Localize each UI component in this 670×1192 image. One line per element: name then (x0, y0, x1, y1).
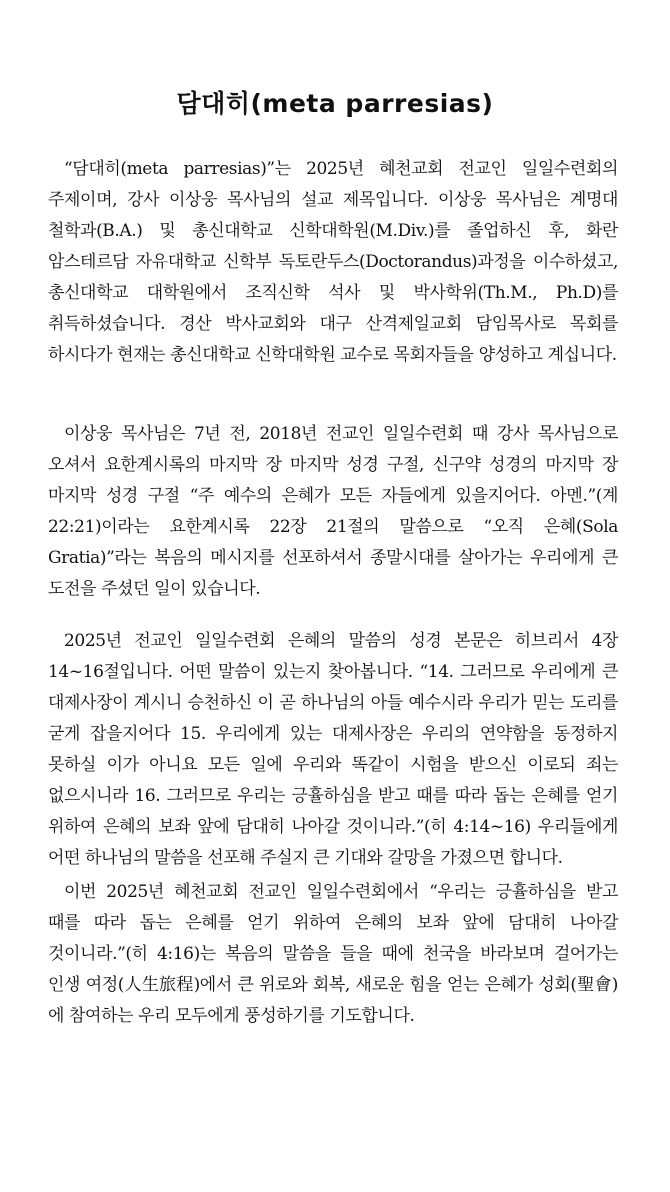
paragraph-text: “담대히(meta parresias)”는 2025년 혜천교회 전교인 일일수련회의 주제이며, 강사 이상웅 목사님의 설교 제목입니다. 이상웅 목사님은 계명대 철학과(B.A.) 및 총신대학교 신학대학원(M.Div.)를 졸업하신 후, 화란 암스테르담 자유대학교 신학부 독토란두스(Doctorandus)과정을 이수하셨고, 총신대학교 대학원에서 조직신학 석사 및 박사학위(Th.M., Ph.D)를 취득하셨습니다. 경산 박사교회와 대구 산격제일교회 담임목사로 목회를 하시다가 현재는 총신대학교 신학대학원 교수로 목회자들을 양성하고 계십니다. (48, 159, 618, 365)
paragraph-prayer (48, 877, 618, 1032)
paragraph-text: 이상웅 목사님은 7년 전, 2018년 전교인 일일수련회 때 강사 목사님으로 오셔서 요한계시록의 마지막 장 마지막 성경 구절, 신구약 성경의 마지막 장 마지막 성경 구절 “주 예수의 은혜가 모든 자들에게 있을지어다. 아멘.”(계 22:21)이라는 요한계시록 22장 21절의 말씀으로 “오직 은혜(Sola Gratia)”라는 복음의 메시지를 선포하셔서 종말시대를 살아가는 우리에게 큰 도전을 주셨던 일이 있습니다. (48, 424, 618, 599)
document-title: 담대히(meta parresias) (176, 89, 494, 118)
paragraph-introduction (48, 154, 618, 371)
paragraph-scripture-text (48, 626, 618, 874)
paragraph-text: 2025년 전교인 일일수련회 은혜의 말씀의 성경 본문은 히브리서 4장 14~16절입니다. 어떤 말씀이 있는지 찾아봅니다. “14. 그러므로 우리에게 큰 대제사장이 계시니 승천하신 이 곧 하나님의 아들 예수시라 우리가 믿는 도리를 굳게 잡을지어다 15. 우리에게 있는 대제사장은 우리의 연약함을 동정하지 못하실 이가 아니요 모든 일에 우리와 똑같이 시험을 받으신 이로되 죄는 없으시니라 16. 그러므로 우리는 긍휼하심을 받고 때를 따라 돕는 은혜를 얻기 위하여 은혜의 보좌 앞에 담대히 나아갈 것이니라.”(히 4:14~16) 우리들에게 어떤 하나님의 말씀을 선포해 주실지 큰 기대와 갈망을 가졌으면 합니다. (48, 631, 618, 868)
paragraph-2018-retreat (48, 419, 618, 605)
paragraph-text: 이번 2025년 혜천교회 전교인 일일수련회에서 “우리는 긍휼하심을 받고 때를 따라 돕는 은혜를 얻기 위하여 은혜의 보좌 앞에 담대히 나아갈 것이니라.”(히 4:16)는 복음의 말씀을 들을 때에 천국을 바라보며 걸어가는 인생 여정(人生旅程)에서 큰 위로와 회복, 새로운 힘을 얻는 은혜가 성회(聖會)에 참여하는 우리 모두에게 풍성하기를 기도합니다. (48, 882, 618, 1026)
